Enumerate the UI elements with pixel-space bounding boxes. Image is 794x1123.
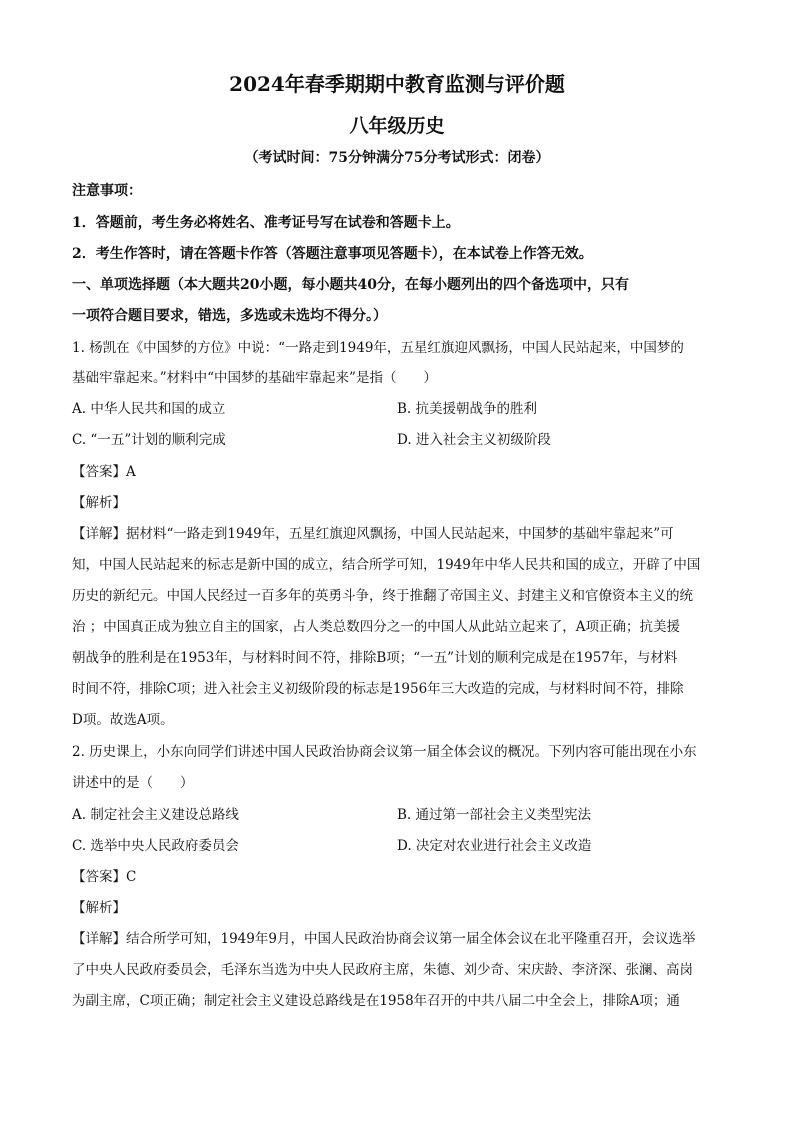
q1-detail-line: 【详解】据材料“一路走到1949年，五星红旗迎风飘扬，中国人民站起来，中国梦的基础牢靠起来”可 (72, 526, 674, 542)
q1-detail-line: D项。故选A项。 (72, 712, 174, 728)
q2-option-b: B. 通过第一部社会主义类型宪法 (397, 807, 592, 823)
q2-stem-line-1: 2. 历史课上，小东向同学们讲述中国人民政治协商会议第一届全体会议的概况。下列内容可能出现在小东 (72, 744, 697, 760)
q1-detail-line: 历史的新纪元。中国人民经过一百多年的英勇斗争，终于推翻了帝国主义、封建主义和官僚资本主义的统 (72, 588, 693, 604)
notice-item-2: 2．考生作答时，请在答题卡作答（答题注意事项见答题卡），在本试卷上作答无效。 (72, 246, 593, 262)
exam-title: 2024年春季期期中教育监测与评价题 (229, 72, 565, 96)
q1-detail-line: 知，中国人民站起来的标志是新中国的成立，结合所学可知，1949年中华人民共和国的成立，开辟了中国 (72, 557, 701, 573)
section-heading-line-2: 一项符合题目要求，错选，多选或未选均不得分。） (72, 308, 387, 324)
q1-detail-line: 治 ；中国真正成为独立自主的国家，占人类总数四分之一的中国人从此站立起来了，A项正确；抗美援 (72, 619, 681, 635)
notice-heading: 注意事项： (72, 183, 142, 199)
q2-option-c: C. 选举中央人民政府委员会 (72, 838, 239, 854)
q2-detail-line: 了中央人民政府委员会，毛泽东当选为中央人民政府主席，朱德、刘少奇、宋庆龄、李济深、张澜、高岗 (72, 962, 693, 978)
exam-info: （考试时间：75分钟满分75分考试形式：闭卷） (244, 150, 550, 166)
q1-stem-line-2: 基础牢靠起来。”材料中“中国梦的基础牢靠起来”是指（ ） (72, 370, 437, 386)
q2-stem-line-2: 讲述中的是（ ） (72, 775, 194, 791)
q2-detail-line: 【详解】结合所学可知，1949年9月，中国人民政治协商会议第一届全体会议在北平隆重召开，会议选举 (72, 931, 696, 947)
q2-option-d: D. 决定对农业进行社会主义改造 (397, 838, 592, 854)
q1-option-a: A. 中华人民共和国的成立 (72, 401, 226, 417)
exam-subject: 八年级历史 (349, 115, 445, 137)
q2-analysis-label: 【解析】 (72, 900, 126, 916)
notice-item-1: 1．答题前，考生务必将姓名、准考证号写在试卷和答题卡上。 (72, 215, 460, 231)
q1-analysis-label: 【解析】 (72, 495, 126, 511)
q1-stem-line-1: 1. 杨凯在《中国梦的方位》中说：“一路走到1949年，五星红旗迎风飘扬，中国人民站起来，中国梦的 (72, 340, 684, 356)
q1-option-c: C. “一五”计划的顺利完成 (72, 432, 226, 448)
q1-answer: 【答案】A (72, 464, 136, 480)
q1-detail-line: 时间不符，排除C项；进入社会主义初级阶段的标志是1956年三大改造的完成，与材料时间不符，排除 (72, 681, 684, 697)
q2-answer: 【答案】C (72, 869, 137, 885)
section-heading-line-1: 一、单项选择题（本大题共20小题，每小题共40分，在每小题列出的四个备选项中，只有 (72, 277, 629, 293)
q1-detail-line: 朝战争的胜利是在1953年，与材料时间不符，排除B项；“一五”计划的顺利完成是在1957年，与材料 (72, 650, 678, 666)
q1-option-d: D. 进入社会主义初级阶段 (397, 432, 551, 448)
q1-option-b: B. 抗美援朝战争的胜利 (397, 401, 538, 417)
q2-detail-line: 为副主席，C项正确；制定社会主义建设总路线是在1958年召开的中共八届二中全会上，排除A项；通 (72, 993, 680, 1009)
q2-option-a: A. 制定社会主义建设总路线 (72, 807, 239, 823)
